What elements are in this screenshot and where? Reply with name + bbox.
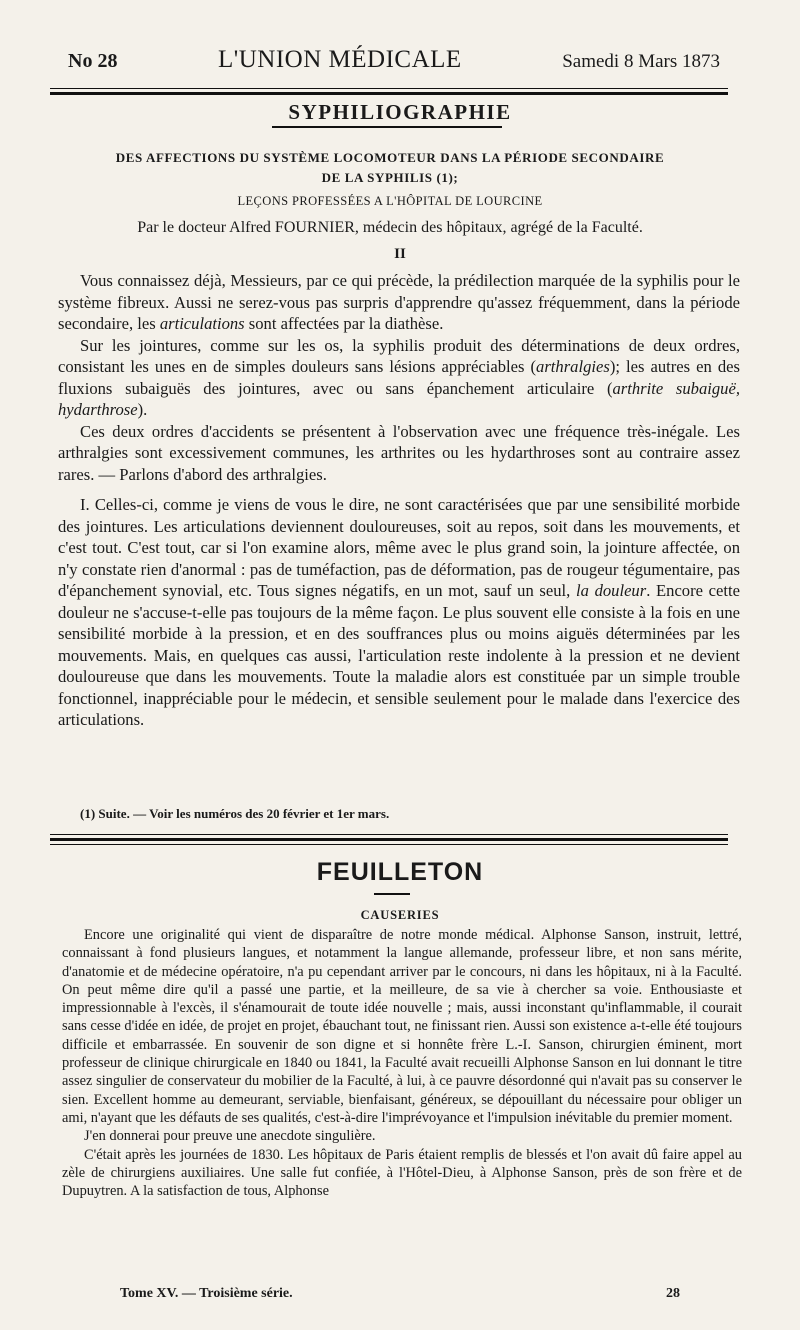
issue-date: Samedi 8 Mars 1873 bbox=[562, 51, 720, 72]
paragraph: J'en donnerai pour preuve une anecdote singulière. bbox=[84, 1128, 376, 1145]
header-rule-thick bbox=[50, 92, 728, 95]
article-title-line2: DE LA SYPHILIS (1); bbox=[321, 170, 459, 185]
chapter-numeral: II bbox=[394, 246, 406, 262]
feuilleton-rule-thick bbox=[50, 838, 728, 841]
feuilleton-subtitle: CAUSERIES bbox=[360, 908, 440, 922]
feuilleton-title: FEUILLETON bbox=[316, 858, 484, 886]
header-rule-thin bbox=[50, 88, 728, 89]
article-title bbox=[60, 148, 720, 188]
article-title-line1: DES AFFECTIONS DU SYSTÈME LOCOMOTEUR DANS LA PÉRIODE SECONDAIRE bbox=[115, 150, 665, 165]
feuilleton-body bbox=[62, 926, 742, 1200]
article-body bbox=[58, 270, 740, 731]
journal-title: L'UNION MÉDICALE bbox=[217, 46, 462, 73]
page-footer bbox=[120, 1286, 680, 1302]
issue-number: No 28 bbox=[68, 50, 118, 72]
article-author: Par le docteur Alfred FOURNIER, médecin des hôpitaux, agrégé de la Faculté. bbox=[137, 219, 643, 236]
paragraph: Ces deux ordres d'accidents se présentent à l'observation avec une fréquence très-inégale. Les arthralgies sont excessivement communes, les arthrites ou les hydarthroses sont au contraire assez rares. — Parlons d'abord des arthralgies. bbox=[58, 421, 740, 484]
feuilleton-dash bbox=[374, 893, 410, 895]
paragraph: Sur les jointures, comme sur les os, la syphilis produit des déterminations de deux ordres, consistant les unes en de simples douleurs sans lésions appréciables (arthralgies); les autres en des fluxions subaiguës des jointures, avec ou sans épanchement articulaire (arthrite subaiguë, hydarthrose). bbox=[58, 335, 740, 419]
page-number: 28 bbox=[666, 1286, 680, 1301]
footnote: (1) Suite. — Voir les numéros des 20 février et 1er mars. bbox=[80, 806, 390, 821]
paragraph: Encore une originalité qui vient de disparaître de notre monde médical. Alphonse Sanson, instruit, lettré, connaissant à fond plusieurs langues, et notamment la langue allemande, professeur libre, et non sans mérite, d'anatomie et de médecine opératoire, n'a pu cependant arriver par le concours, ni dans les hôpitaux, ni à la Faculté. On peut même dire qu'il a passé une partie, et la meilleure, de sa vie à chercher sa voie. Enthousiaste et impressionnable à l'excès, il s'énamourait de toute idée nouvelle ; mais, aussi inconstant qu'inflammable, il courait sans cesse d'idée en idée, de projet en projet, ébauchant tout, ne finissant rien. Aussi son existence a-t-elle été toujours difficile et embarrassée. En souvenir de son digne et si honnête frère L.-I. Sanson, chirurgien éminent, mort professeur de clinique chirurgicale en 1840 ou 1841, la Faculté avait recueilli Alphonse Sanson en lui donnant le titre assez singulier de conservateur du mobilier de la Faculté, à lui, à ce pauvre désordonné qui n'avait pas su conserver le sien. Excellent homme au demeurant, serviable, bienfaisant, généreux, se dépouillant du nécessaire pour obliger un ami, n'ayant que les défauts de ses qualités, c'est-à-dire l'imprévoyance et l'impulsion inévitable du premier moment. bbox=[62, 927, 742, 1126]
feuilleton-rule-thin-2 bbox=[50, 844, 728, 845]
paragraph: Vous connaissez déjà, Messieurs, par ce qui précède, la prédilection marquée de la syphilis pour le système fibreux. Aussi ne serez-vous pas surpris d'apprendre qu'assez fréquemment, dans la période secondaire, les articulations sont affectées par la diathèse. bbox=[58, 271, 740, 333]
section-title: SYPHILIOGRAPHIE bbox=[288, 100, 512, 124]
section-underline bbox=[272, 126, 502, 128]
paragraph: C'était après les journées de 1830. Les hôpitaux de Paris étaient remplis de blessés et l'on avait dû faire appel au zèle de chirurgiens auxiliaires. Une salle fut confiée, à l'Hôtel-Dieu, à Alphonse Sanson, près de son frère et de Dupuytren. A la satisfaction de tous, Alphonse bbox=[62, 1146, 742, 1200]
paragraph: I. Celles-ci, comme je viens de vous le dire, ne sont caractérisées que par une sensibilité morbide des jointures. Les articulations deviennent douloureuses, soit au repos, soit dans les mouvements, et c'est tout. C'est tout, car si l'on examine alors, même avec le plus grand soin, la jointure affectée, on n'y constate rien d'anormal : pas de tuméfaction, pas de déformation, pas de rougeur tégumentaire, pas d'épanchement synovial, etc. Tous signes négatifs, en un mot, sauf un seul, la douleur. Encore cette douleur ne s'accuse-t-elle pas toujours de la même façon. Le plus souvent elle consiste à la fois en une sensibilité morbide à la pression, et en des souffrances plus ou moins aiguës déterminées par les mouvements. Mais, en quelques cas aussi, l'articulation reste indolente à la pression et ne devient douloureuse que dans les mouvements. Toute la maladie alors est constituée par un simple trouble fonctionnel, inappréciable pour le médecin, et sensible seulement pour le malade dans l'exercice des articulations. bbox=[58, 495, 740, 729]
page-header bbox=[68, 46, 720, 82]
volume-info: Tome XV. — Troisième série. bbox=[120, 1286, 293, 1301]
article-lecons: LEÇONS PROFESSÉES A L'HÔPITAL DE LOURCINE bbox=[237, 194, 543, 208]
feuilleton-rule-thin bbox=[50, 834, 728, 835]
